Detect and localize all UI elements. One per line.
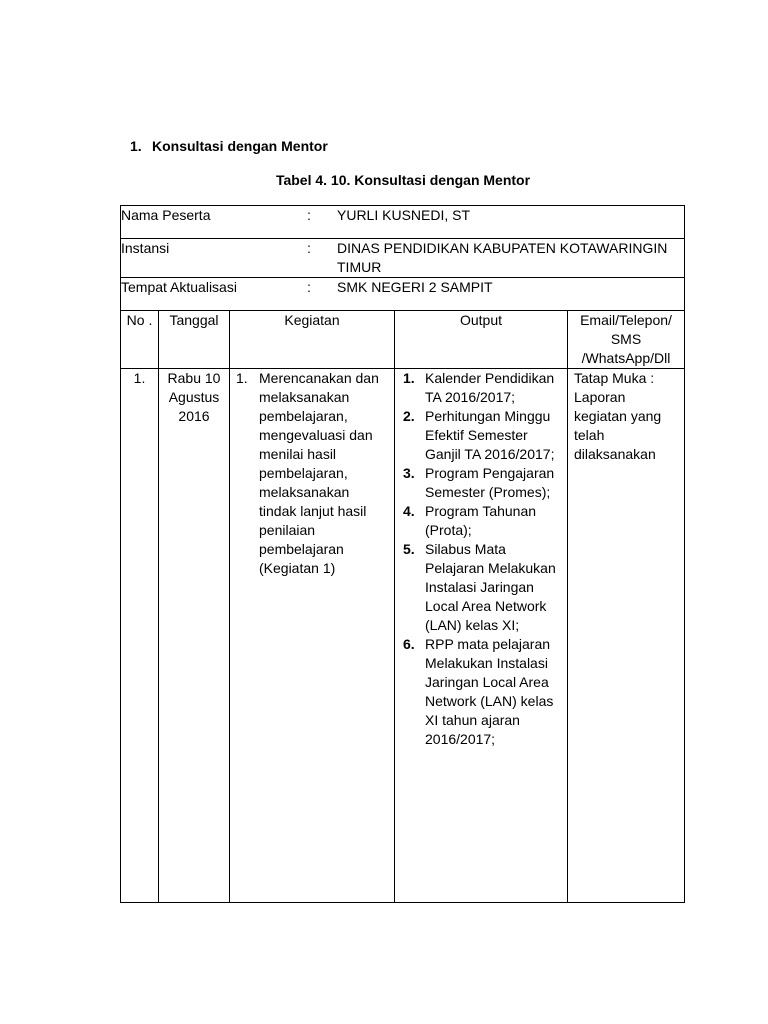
header-email: Email/Telepon/ SMS /WhatsApp/Dll	[568, 311, 685, 369]
section-heading	[130, 138, 328, 154]
output-list	[395, 369, 567, 749]
header-no: No .	[121, 311, 159, 369]
table-header-row	[121, 311, 685, 369]
list-item: 1. Kalender Pendidikan TA 2016/2017;	[403, 370, 555, 405]
info-label: Instansi	[121, 240, 170, 256]
row-no: 1.	[121, 369, 159, 903]
info-value: YURLI KUSNEDI, ST	[337, 207, 471, 223]
list-item: 4. Program Tahunan (Prota);	[403, 503, 537, 538]
row-output	[395, 369, 568, 903]
info-value: DINAS PENDIDIKAN KABUPATEN KOTAWARINGIN TIMUR	[337, 240, 668, 275]
info-label: Tempat Aktualisasi	[121, 279, 237, 295]
list-item: 3. Program Pengajaran Semester (Promes);	[403, 465, 555, 500]
table-caption: Tabel 4. 10. Konsultasi dengan Mentor	[275, 172, 531, 188]
info-colon: :	[307, 207, 311, 223]
section-number: 1.	[130, 138, 142, 154]
mentor-consultation-table	[120, 205, 685, 903]
section-title: Konsultasi dengan Mentor	[152, 138, 328, 154]
table-row	[121, 369, 685, 903]
header-tanggal: Tanggal	[159, 311, 230, 369]
header-kegiatan: Kegiatan	[230, 311, 395, 369]
info-row-instansi	[121, 239, 685, 278]
info-label: Nama Peserta	[121, 207, 211, 223]
row-tanggal: Rabu 10 Agustus 2016	[159, 369, 230, 903]
kegiatan-note: (Kegiatan 1)	[259, 560, 336, 576]
info-colon: :	[307, 240, 311, 256]
kegiatan-number: 1.	[236, 370, 248, 386]
info-row-tempat	[121, 278, 685, 311]
info-colon: :	[307, 279, 311, 295]
list-item: 5. Silabus Mata Pelajaran Melakukan Instalasi Jaringan Local Area Network (LAN) kelas XI;	[403, 541, 556, 633]
list-item: 2. Perhitungan Minggu Efektif Semester Ganjil TA 2016/2017;	[403, 408, 555, 462]
kegiatan-text: Merencanakan dan melaksanakan pembelajaran, mengevaluasi dan menilai hasil pembelajaran, melaksanakan tindak lanjut hasil penilaian pembelajaran	[259, 370, 379, 557]
info-row-peserta	[121, 206, 685, 239]
list-item: 6. RPP mata pelajaran Melakukan Instalasi Jaringan Local Area Network (LAN) kelas XI tahun ajaran 2016/2017;	[403, 636, 554, 747]
row-email: Tatap Muka : Laporan kegiatan yang telah dilaksanakan	[568, 369, 685, 903]
info-value: SMK NEGERI 2 SAMPIT	[337, 279, 493, 295]
header-output: Output	[395, 311, 568, 369]
row-kegiatan	[230, 369, 395, 903]
